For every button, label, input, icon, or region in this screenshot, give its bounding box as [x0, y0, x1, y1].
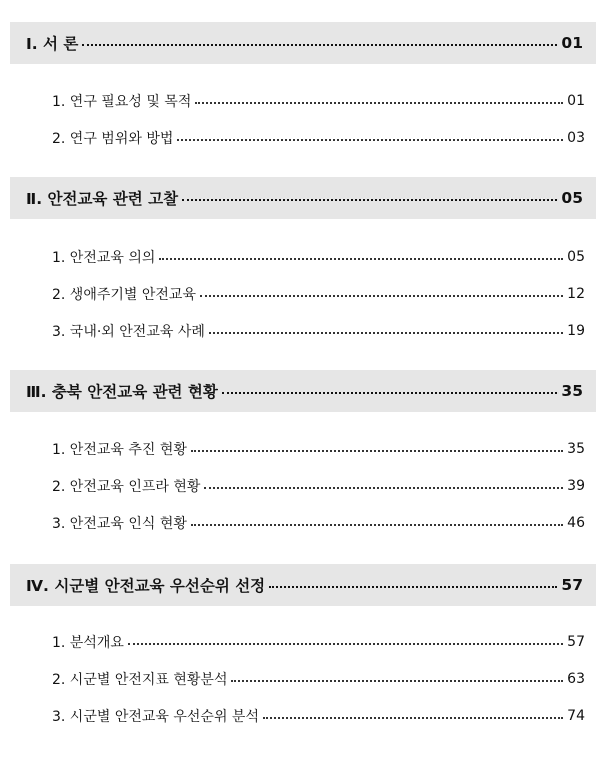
- section-title: 2. 안전교육 인프라 현황: [52, 479, 201, 495]
- section-title: 2. 시군별 안전지표 현황분석: [52, 672, 228, 688]
- section-title: 1. 연구 필요성 및 목적: [52, 94, 192, 110]
- chapter-title: Ⅲ. 충북 안전교육 관련 현황: [26, 383, 218, 401]
- dot-leader: [204, 487, 563, 489]
- dot-leader: [159, 258, 563, 260]
- dot-leader: [195, 102, 563, 104]
- page-number: 01: [567, 93, 585, 109]
- dot-leader: [231, 680, 563, 682]
- section-title: 3. 국내·외 안전교육 사례: [52, 324, 205, 340]
- toc-entry[interactable]: [52, 630, 585, 654]
- section-title: 1. 안전교육 추진 현황: [52, 442, 187, 458]
- chapter-3-header: [10, 370, 596, 412]
- dot-leader: [182, 199, 557, 201]
- dot-leader: [191, 524, 563, 526]
- dot-leader: [200, 295, 563, 297]
- section-title: 1. 분석개요: [52, 635, 124, 651]
- toc-entry[interactable]: [52, 89, 585, 113]
- page-number: 35: [561, 382, 583, 400]
- page-number: 05: [561, 189, 583, 207]
- toc-entry[interactable]: [52, 245, 585, 269]
- page-number: 35: [567, 441, 585, 457]
- dot-leader: [263, 717, 563, 719]
- chapter-4-entry[interactable]: [26, 564, 583, 606]
- dot-leader: [222, 392, 558, 394]
- page-number: 19: [567, 323, 585, 339]
- section-title: 3. 시군별 안전교육 우선순위 분석: [52, 709, 259, 725]
- dot-leader: [209, 332, 563, 334]
- chapter-1-entry[interactable]: [26, 22, 583, 64]
- chapter-2-header: [10, 177, 596, 219]
- toc-entry[interactable]: [52, 511, 585, 535]
- chapter-title: Ⅱ. 안전교육 관련 고찰: [26, 190, 179, 208]
- toc-entry[interactable]: [52, 474, 585, 498]
- page-number: 05: [567, 249, 585, 265]
- page-number: 57: [567, 634, 585, 650]
- toc-entry[interactable]: [52, 437, 585, 461]
- chapter-3-entry[interactable]: [26, 370, 583, 412]
- page-number: 57: [561, 576, 583, 594]
- section-title: 1. 안전교육 의의: [52, 250, 156, 266]
- toc-entry[interactable]: [52, 319, 585, 343]
- page-number: 74: [567, 708, 585, 724]
- page-number: 03: [567, 130, 585, 146]
- dot-leader: [269, 586, 557, 588]
- toc-entry[interactable]: [52, 667, 585, 691]
- section-title: 3. 안전교육 인식 현황: [52, 516, 187, 532]
- chapter-title: Ⅳ. 시군별 안전교육 우선순위 선정: [26, 577, 266, 595]
- chapter-title: Ⅰ. 서 론: [26, 35, 79, 53]
- toc-entry[interactable]: [52, 126, 585, 150]
- dot-leader: [82, 44, 557, 46]
- page-number: 63: [567, 671, 585, 687]
- page-number: 01: [561, 34, 583, 52]
- chapter-4-header: [10, 564, 596, 606]
- toc-entry[interactable]: [52, 704, 585, 728]
- page-number: 46: [567, 515, 585, 531]
- section-title: 2. 연구 범위와 방법: [52, 131, 174, 147]
- chapter-2-entry[interactable]: [26, 177, 583, 219]
- dot-leader: [177, 139, 563, 141]
- chapter-1-header: [10, 22, 596, 64]
- page-number: 39: [567, 478, 585, 494]
- page-number: 12: [567, 286, 585, 302]
- toc-entry[interactable]: [52, 282, 585, 306]
- section-title: 2. 생애주기별 안전교육: [52, 287, 196, 303]
- dot-leader: [128, 643, 563, 645]
- dot-leader: [191, 450, 563, 452]
